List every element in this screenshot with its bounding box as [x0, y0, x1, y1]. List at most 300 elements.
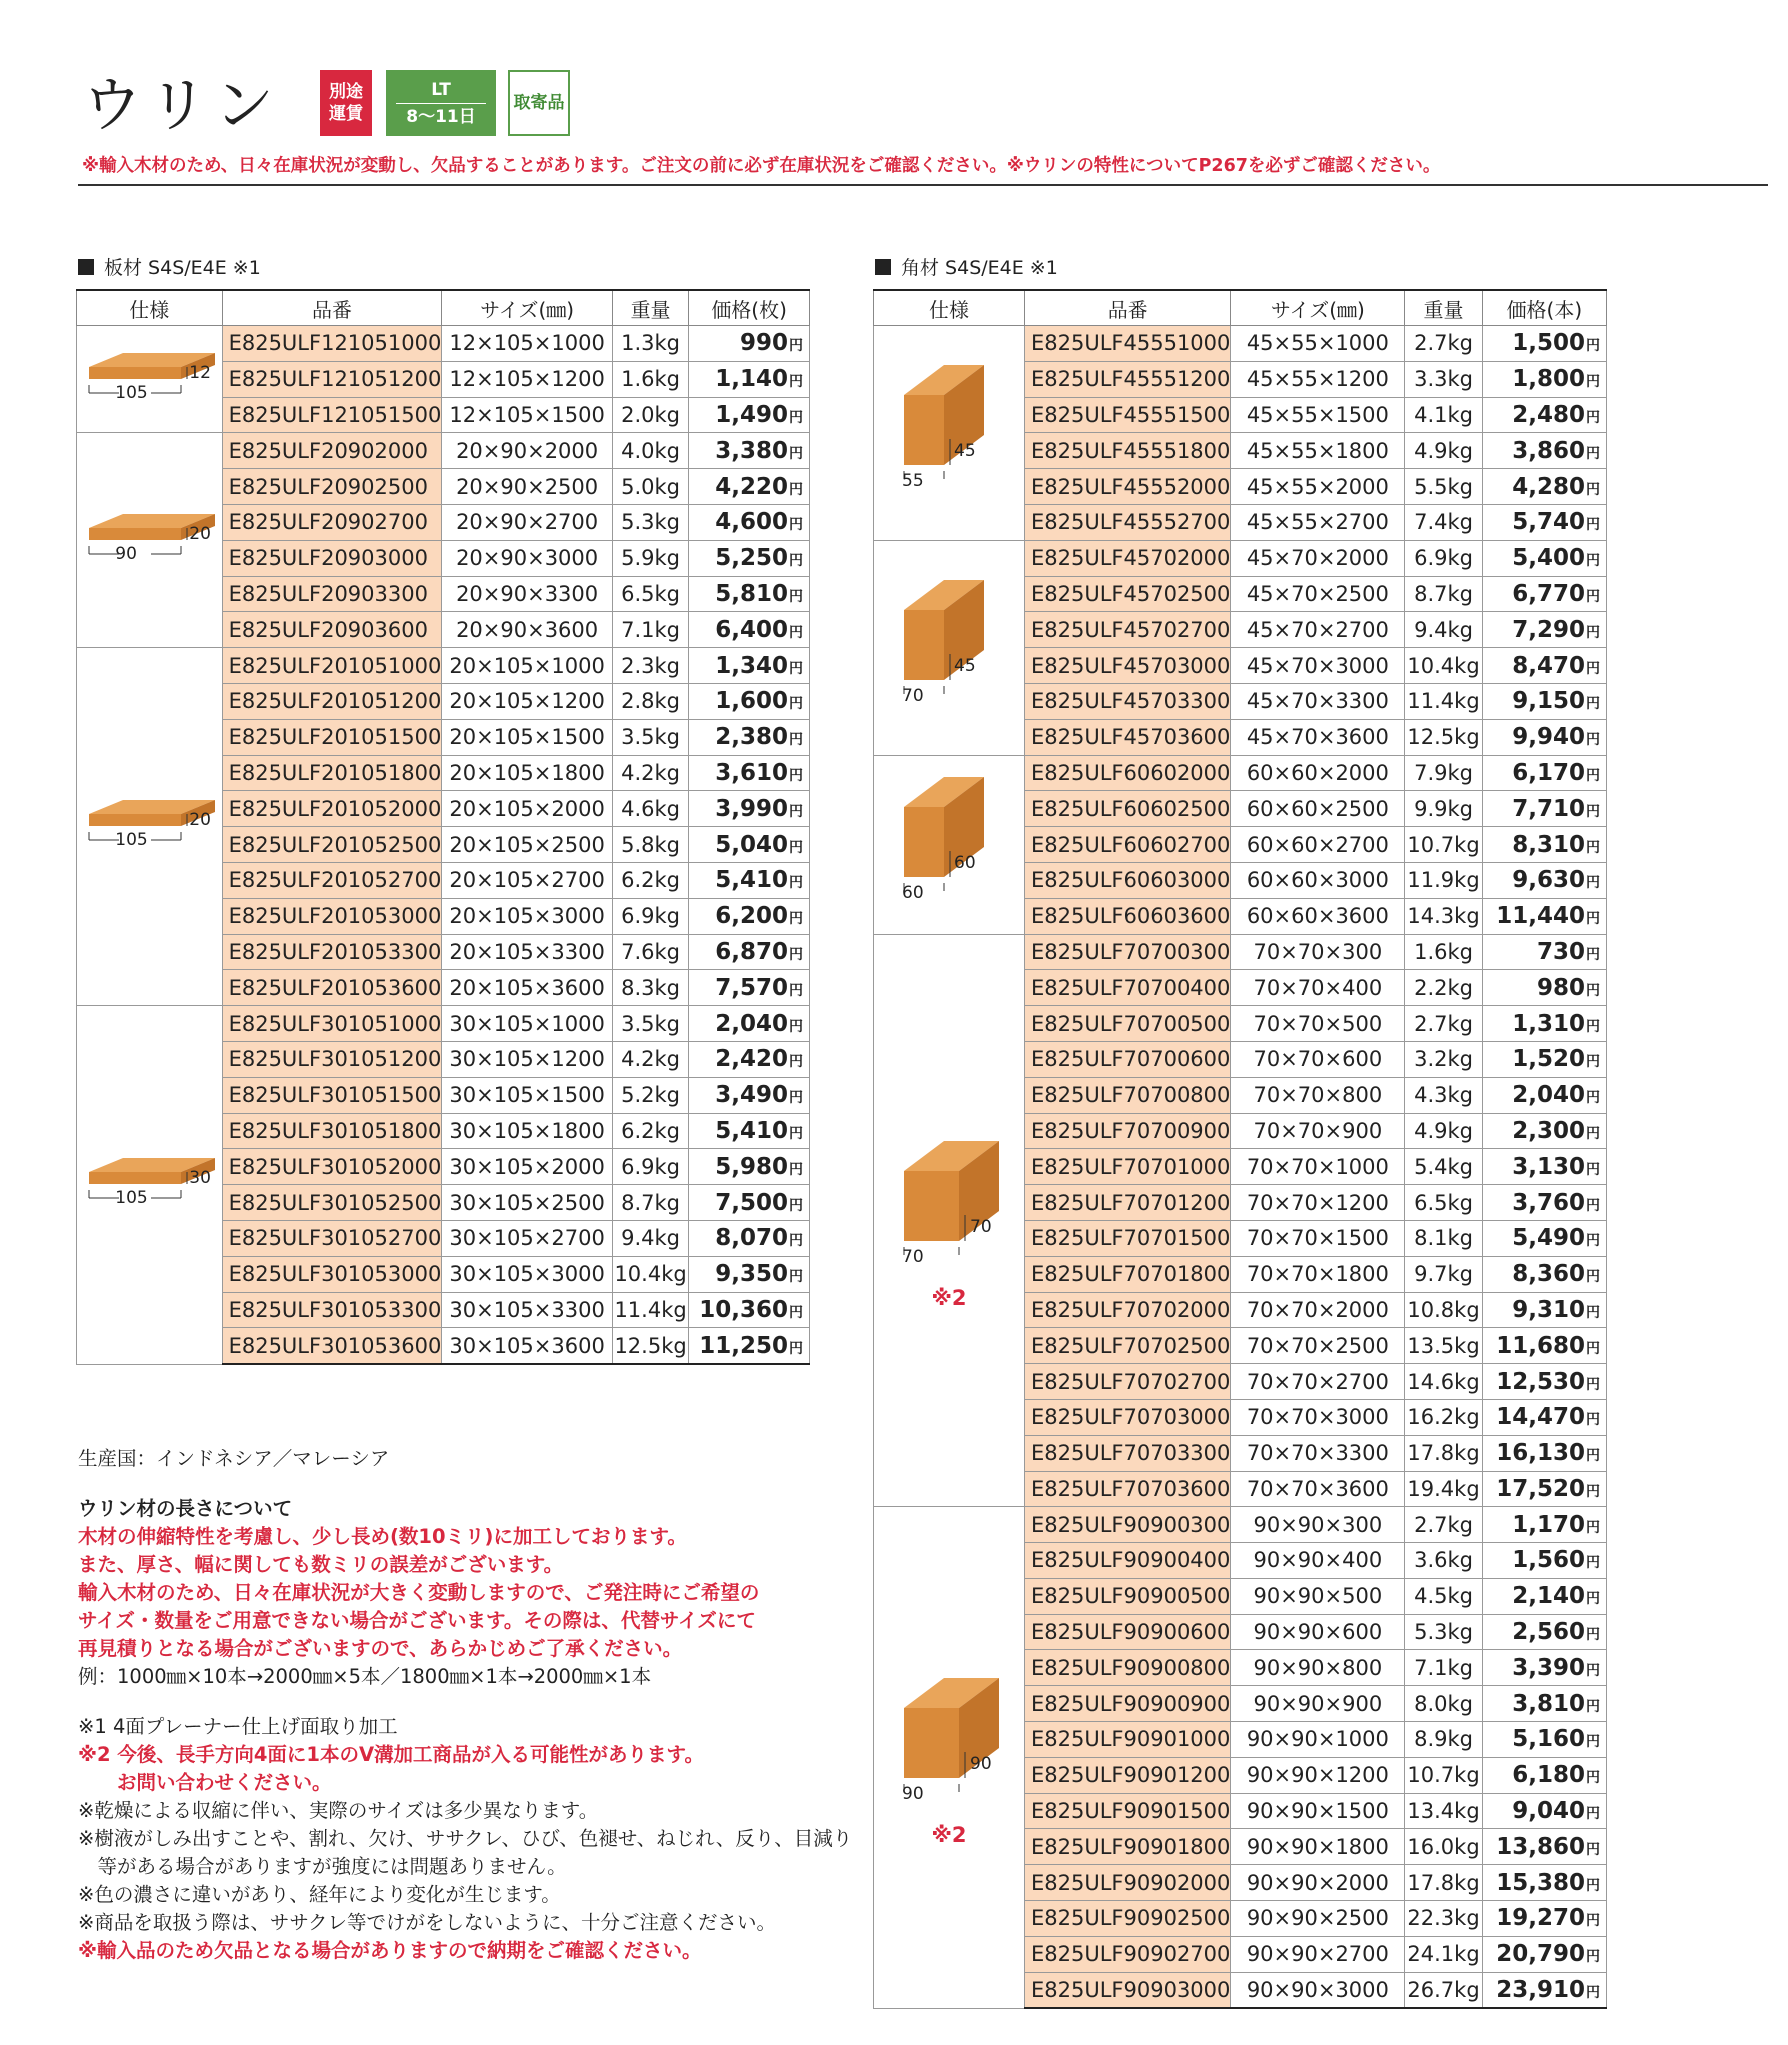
price-value: 8,360	[1512, 1261, 1585, 1288]
price-cell	[1482, 1220, 1606, 1256]
price-value: 1,520	[1512, 1046, 1585, 1073]
lead-time-value: 8〜11日	[406, 106, 476, 127]
price-value: 1,340	[715, 652, 788, 679]
table-row	[77, 433, 810, 469]
size-cell: 20×90×2000	[442, 433, 613, 469]
product-code: E825ULF45702000	[1025, 540, 1231, 576]
price-value: 11,440	[1496, 903, 1585, 930]
table-header-row	[874, 290, 1607, 326]
price-value: 11,250	[699, 1332, 788, 1359]
size-cell: 45×70×2700	[1231, 612, 1405, 648]
size-cell: 20×105×3600	[442, 970, 613, 1006]
weight-cell: 2.7kg	[1405, 1006, 1482, 1042]
product-code: E825ULF70700400	[1025, 970, 1231, 1006]
weight-cell: 6.5kg	[1405, 1185, 1482, 1221]
board-section-title-text: 板材 S4S/E4E ※1	[104, 257, 261, 279]
yen-label: 円	[1586, 982, 1600, 999]
price-value: 2,480	[1512, 401, 1585, 428]
weight-cell: 14.3kg	[1405, 898, 1482, 934]
product-code: E825ULF201051200	[222, 683, 442, 719]
product-code: E825ULF301053000	[222, 1256, 442, 1292]
price-value: 3,990	[715, 795, 788, 822]
weight-cell: 7.1kg	[1405, 1650, 1482, 1686]
size-cell: 20×105×1800	[442, 755, 613, 791]
yen-label: 円	[1586, 1841, 1600, 1858]
size-cell: 70×70×300	[1231, 934, 1405, 970]
weight-cell: 10.8kg	[1405, 1292, 1482, 1328]
yen-label: 円	[789, 445, 803, 462]
product-code: E825ULF45703600	[1025, 719, 1231, 755]
shipping-badge-line2: 運賃	[329, 104, 363, 124]
note-line: ※商品を取扱う際は、ササクレ等でけがをしないように、十分ご注意ください。	[78, 1911, 777, 1934]
weight-cell: 1.6kg	[612, 361, 688, 397]
price-cell	[1482, 755, 1606, 791]
note1-text: ※1 4面プレーナー仕上げ面取り加工	[78, 1715, 398, 1738]
yen-label: 円	[1586, 660, 1600, 677]
weight-cell: 10.7kg	[1405, 827, 1482, 863]
column-header: 仕様	[77, 290, 223, 326]
price-cell	[1482, 1972, 1606, 2008]
beam-section-title	[875, 253, 1058, 280]
weight-cell: 14.6kg	[1405, 1364, 1482, 1400]
product-code: E825ULF20902000	[222, 433, 442, 469]
product-code: E825ULF70700600	[1025, 1041, 1231, 1077]
spec-cell	[874, 326, 1025, 541]
product-code: E825ULF301052000	[222, 1149, 442, 1185]
price-value: 5,490	[1512, 1225, 1585, 1252]
price-cell	[689, 1077, 810, 1113]
price-cell	[689, 504, 810, 540]
price-cell	[1482, 433, 1606, 469]
spec-width-label: 90	[902, 1784, 924, 1805]
product-code: E825ULF90900600	[1025, 1614, 1231, 1650]
yen-label: 円	[1586, 1018, 1600, 1035]
price-cell	[1482, 397, 1606, 433]
product-code: E825ULF45702500	[1025, 576, 1231, 612]
price-value: 6,400	[715, 616, 788, 643]
size-cell: 90×90×3000	[1231, 1972, 1405, 2008]
weight-cell: 16.0kg	[1405, 1829, 1482, 1865]
yen-label: 円	[1586, 1483, 1600, 1500]
product-code: E825ULF201052500	[222, 827, 442, 863]
note-line: 等がある場合がありますが強度には問題ありません。	[78, 1855, 567, 1878]
spec-width-label: 105	[115, 382, 148, 403]
price-value: 5,250	[715, 545, 788, 572]
size-cell: 30×105×2000	[442, 1149, 613, 1185]
price-value: 12,530	[1496, 1368, 1585, 1395]
spec-cell	[874, 934, 1025, 1507]
weight-cell: 3.3kg	[1405, 361, 1482, 397]
yen-label: 円	[789, 1161, 803, 1178]
product-code: E825ULF90901000	[1025, 1722, 1231, 1758]
price-cell	[1482, 1650, 1606, 1686]
yen-label: 円	[789, 911, 803, 928]
price-value: 9,310	[1512, 1296, 1585, 1323]
size-cell: 20×90×3300	[442, 576, 613, 612]
price-cell	[1482, 898, 1606, 934]
price-cell	[1482, 1185, 1606, 1221]
table-header-row	[77, 290, 810, 326]
product-code: E825ULF90901500	[1025, 1793, 1231, 1829]
yen-label: 円	[1586, 839, 1600, 856]
price-cell	[1482, 361, 1606, 397]
size-cell: 90×90×1500	[1231, 1793, 1405, 1829]
yen-label: 円	[789, 409, 803, 426]
product-code: E825ULF90900400	[1025, 1543, 1231, 1579]
size-cell: 90×90×2700	[1231, 1936, 1405, 1972]
price-value: 5,410	[715, 867, 788, 894]
weight-cell: 6.2kg	[612, 1113, 688, 1149]
weight-cell: 6.2kg	[612, 862, 688, 898]
product-code: E825ULF201053300	[222, 934, 442, 970]
weight-cell: 7.1kg	[612, 612, 688, 648]
size-cell: 90×90×1800	[1231, 1829, 1405, 1865]
price-value: 980	[1536, 974, 1585, 1001]
product-code: E825ULF70702500	[1025, 1328, 1231, 1364]
last-red-note: ※輸入品のため欠品となる場合がありますので納期をご確認ください。	[78, 1939, 702, 1962]
yen-label: 円	[1586, 553, 1600, 570]
yen-label: 円	[1586, 1125, 1600, 1142]
price-value: 1,170	[1512, 1511, 1585, 1538]
price-value: 1,800	[1512, 366, 1585, 393]
product-code: E825ULF201052000	[222, 791, 442, 827]
order-badge-label: 取寄品	[513, 93, 565, 113]
price-value: 20,790	[1496, 1941, 1585, 1968]
price-value: 2,040	[1512, 1082, 1585, 1109]
product-code: E825ULF60602500	[1025, 791, 1231, 827]
weight-cell: 5.9kg	[612, 540, 688, 576]
size-cell: 90×90×600	[1231, 1614, 1405, 1650]
column-header: 価格(枚)	[689, 290, 810, 326]
table-row	[77, 648, 810, 684]
product-code: E825ULF45552700	[1025, 504, 1231, 540]
weight-cell: 3.5kg	[612, 1006, 688, 1042]
spec-width-label: 60	[902, 883, 924, 904]
price-cell	[1482, 827, 1606, 863]
yen-label: 円	[1586, 1913, 1600, 1930]
price-cell	[1482, 1722, 1606, 1758]
weight-cell: 4.2kg	[612, 1041, 688, 1077]
price-value: 7,570	[715, 974, 788, 1001]
price-value: 16,130	[1496, 1440, 1585, 1467]
size-cell: 30×105×3000	[442, 1256, 613, 1292]
page-title: ウリン	[82, 71, 280, 141]
size-cell: 45×55×1500	[1231, 397, 1405, 433]
yen-label: 円	[1586, 1985, 1600, 2002]
price-cell	[689, 898, 810, 934]
price-cell	[689, 827, 810, 863]
spec-height-label: 45	[954, 441, 976, 462]
yen-label: 円	[789, 1054, 803, 1071]
weight-cell: 9.7kg	[1405, 1256, 1482, 1292]
product-code: E825ULF301052500	[222, 1185, 442, 1221]
price-value: 1,310	[1512, 1010, 1585, 1037]
beam-illustration-icon	[874, 1668, 1024, 1818]
weight-cell: 11.4kg	[1405, 683, 1482, 719]
price-value: 2,420	[715, 1046, 788, 1073]
price-value: 9,150	[1512, 688, 1585, 715]
price-value: 2,300	[1512, 1117, 1585, 1144]
spec-width-label: 70	[902, 1246, 924, 1267]
weight-cell: 2.7kg	[1405, 326, 1482, 362]
weight-cell: 9.4kg	[612, 1220, 688, 1256]
order-badge	[508, 70, 570, 136]
price-value: 9,350	[715, 1261, 788, 1288]
weight-cell: 1.6kg	[1405, 934, 1482, 970]
weight-cell: 22.3kg	[1405, 1901, 1482, 1937]
product-code: E825ULF301051200	[222, 1041, 442, 1077]
price-cell	[1482, 612, 1606, 648]
yen-label: 円	[1586, 338, 1600, 355]
spec-height-label: 45	[954, 656, 976, 677]
product-code: E825ULF45551800	[1025, 433, 1231, 469]
size-cell: 90×90×2000	[1231, 1865, 1405, 1901]
beam-illustration-icon	[874, 355, 1024, 505]
price-value: 1,600	[715, 688, 788, 715]
product-code: E825ULF201053000	[222, 898, 442, 934]
price-value: 4,600	[715, 509, 788, 536]
size-cell: 12×105×1500	[442, 397, 613, 433]
product-code: E825ULF201052700	[222, 862, 442, 898]
spec-height-label: 70	[970, 1216, 992, 1237]
product-code: E825ULF70701500	[1025, 1220, 1231, 1256]
price-value: 5,410	[715, 1117, 788, 1144]
yen-label: 円	[1586, 1161, 1600, 1178]
yen-label: 円	[1586, 1806, 1600, 1823]
product-code: E825ULF70701000	[1025, 1149, 1231, 1185]
product-code: E825ULF70700800	[1025, 1077, 1231, 1113]
yen-label: 円	[789, 839, 803, 856]
size-cell: 90×90×900	[1231, 1686, 1405, 1722]
yen-label: 円	[789, 1090, 803, 1107]
weight-cell: 8.9kg	[1405, 1722, 1482, 1758]
weight-cell: 5.0kg	[612, 469, 688, 505]
size-cell: 20×105×2500	[442, 827, 613, 863]
table-row	[874, 540, 1607, 576]
weight-cell: 26.7kg	[1405, 1972, 1482, 2008]
yen-label: 円	[1586, 1662, 1600, 1679]
yen-label: 円	[789, 481, 803, 498]
weight-cell: 4.9kg	[1405, 433, 1482, 469]
size-cell: 45×70×3000	[1231, 648, 1405, 684]
yen-label: 円	[1586, 1412, 1600, 1429]
column-header: サイズ(㎜)	[1231, 290, 1405, 326]
product-code: E825ULF201051500	[222, 719, 442, 755]
size-cell: 20×105×2700	[442, 862, 613, 898]
price-cell	[1482, 469, 1606, 505]
product-code: E825ULF20903600	[222, 612, 442, 648]
size-cell: 90×90×1200	[1231, 1757, 1405, 1793]
table-row	[874, 1507, 1607, 1543]
weight-cell: 12.5kg	[612, 1328, 688, 1364]
price-cell	[689, 719, 810, 755]
price-cell	[1482, 1936, 1606, 1972]
size-cell: 70×70×500	[1231, 1006, 1405, 1042]
table-row	[77, 1006, 810, 1042]
yen-label: 円	[1586, 1698, 1600, 1715]
weight-cell: 3.2kg	[1405, 1041, 1482, 1077]
price-value: 6,200	[715, 903, 788, 930]
weight-cell: 5.8kg	[612, 827, 688, 863]
board-price-table	[76, 289, 810, 1365]
price-cell	[689, 648, 810, 684]
price-cell	[1482, 1041, 1606, 1077]
size-cell: 30×105×1500	[442, 1077, 613, 1113]
price-cell	[689, 612, 810, 648]
size-cell: 20×90×3600	[442, 612, 613, 648]
yen-label: 円	[789, 732, 803, 749]
size-cell: 60×60×2500	[1231, 791, 1405, 827]
price-value: 1,490	[715, 401, 788, 428]
price-cell	[1482, 1793, 1606, 1829]
price-cell	[689, 970, 810, 1006]
weight-cell: 4.1kg	[1405, 397, 1482, 433]
weight-cell: 12.5kg	[1405, 719, 1482, 755]
column-header: 仕様	[874, 290, 1025, 326]
product-code: E825ULF90900900	[1025, 1686, 1231, 1722]
yen-label: 円	[789, 946, 803, 963]
length-red-line: 木材の伸縮特性を考慮し、少し長め(数10ミリ)に加工しております。	[78, 1525, 687, 1548]
price-value: 3,390	[1512, 1654, 1585, 1681]
product-code: E825ULF60602000	[1025, 755, 1231, 791]
price-value: 4,280	[1512, 473, 1585, 500]
price-cell	[689, 1256, 810, 1292]
weight-cell: 4.5kg	[1405, 1578, 1482, 1614]
price-cell	[1482, 1077, 1606, 1113]
product-code: E825ULF70700300	[1025, 934, 1231, 970]
weight-cell: 13.4kg	[1405, 1793, 1482, 1829]
size-cell: 70×70×3300	[1231, 1435, 1405, 1471]
size-cell: 70×70×3600	[1231, 1471, 1405, 1507]
weight-cell: 13.5kg	[1405, 1328, 1482, 1364]
example-text: 例：1000㎜×10本→2000㎜×5本／1800㎜×1本→2000㎜×1本	[78, 1665, 652, 1688]
product-code: E825ULF45551500	[1025, 397, 1231, 433]
price-cell	[1482, 1399, 1606, 1435]
price-cell	[689, 397, 810, 433]
size-cell: 90×90×1000	[1231, 1722, 1405, 1758]
price-cell	[689, 1220, 810, 1256]
yen-label: 円	[1586, 696, 1600, 713]
yen-label: 円	[1586, 1340, 1600, 1357]
price-value: 8,310	[1512, 831, 1585, 858]
yen-label: 円	[1586, 1770, 1600, 1787]
price-cell	[689, 540, 810, 576]
weight-cell: 9.9kg	[1405, 791, 1482, 827]
yen-label: 円	[1586, 1054, 1600, 1071]
weight-cell: 4.9kg	[1405, 1113, 1482, 1149]
price-cell	[1482, 1686, 1606, 1722]
yen-label: 円	[1586, 911, 1600, 928]
product-code: E825ULF90902700	[1025, 1936, 1231, 1972]
weight-cell: 16.2kg	[1405, 1399, 1482, 1435]
size-cell: 60×60×2000	[1231, 755, 1405, 791]
product-code: E825ULF301053300	[222, 1292, 442, 1328]
price-value: 3,380	[715, 437, 788, 464]
price-cell	[1482, 1149, 1606, 1185]
price-value: 1,140	[715, 366, 788, 393]
yen-label: 円	[789, 660, 803, 677]
weight-cell: 6.5kg	[612, 576, 688, 612]
price-value: 7,500	[715, 1189, 788, 1216]
price-value: 2,380	[715, 724, 788, 751]
size-cell: 70×70×2500	[1231, 1328, 1405, 1364]
size-cell: 60×60×3600	[1231, 898, 1405, 934]
size-cell: 45×55×1000	[1231, 326, 1405, 362]
weight-cell: 5.2kg	[612, 1077, 688, 1113]
weight-cell: 17.8kg	[1405, 1865, 1482, 1901]
spec-cell	[874, 540, 1025, 755]
price-value: 6,770	[1512, 580, 1585, 607]
origin-text: 生産国：インドネシア／マレーシア	[78, 1447, 390, 1470]
price-cell	[1482, 1006, 1606, 1042]
yen-label: 円	[789, 1018, 803, 1035]
yen-label: 円	[789, 767, 803, 784]
size-cell: 12×105×1000	[442, 326, 613, 362]
yen-label: 円	[789, 696, 803, 713]
product-code: E825ULF301051500	[222, 1077, 442, 1113]
yen-label: 円	[1586, 624, 1600, 641]
product-code: E825ULF301053600	[222, 1328, 442, 1364]
price-cell	[1482, 1364, 1606, 1400]
yen-label: 円	[1586, 1877, 1600, 1894]
product-code: E825ULF60603000	[1025, 862, 1231, 898]
yen-label: 円	[789, 553, 803, 570]
size-cell: 70×70×1200	[1231, 1185, 1405, 1221]
spec-width-label: 105	[115, 1188, 148, 1209]
size-cell: 45×70×3600	[1231, 719, 1405, 755]
weight-cell: 8.7kg	[612, 1185, 688, 1221]
price-cell	[1482, 1113, 1606, 1149]
length-red-line: また、厚さ、幅に関しても数ミリの誤差がございます。	[78, 1553, 564, 1576]
price-cell	[1482, 576, 1606, 612]
table-row	[874, 934, 1607, 970]
table-row	[77, 326, 810, 362]
size-cell: 70×70×400	[1231, 970, 1405, 1006]
beam-section-title-text: 角材 S4S/E4E ※1	[901, 257, 1058, 279]
price-value: 5,810	[715, 580, 788, 607]
size-cell: 90×90×300	[1231, 1507, 1405, 1543]
price-cell	[1482, 934, 1606, 970]
price-value: 5,740	[1512, 509, 1585, 536]
price-value: 730	[1536, 938, 1585, 965]
price-value: 9,040	[1512, 1798, 1585, 1825]
product-code: E825ULF90900800	[1025, 1650, 1231, 1686]
yen-label: 円	[789, 982, 803, 999]
note2-line: お問い合わせください。	[78, 1771, 332, 1794]
price-cell	[1482, 970, 1606, 1006]
length-red-line: 再見積りとなる場合がございますので、あらかじめご了承ください。	[78, 1637, 683, 1660]
size-cell: 20×105×1200	[442, 683, 613, 719]
yen-label: 円	[1586, 481, 1600, 498]
price-value: 5,980	[715, 1153, 788, 1180]
weight-cell: 24.1kg	[1405, 1936, 1482, 1972]
product-code: E825ULF20903300	[222, 576, 442, 612]
spec-cell	[77, 648, 223, 1006]
spec-cell	[77, 326, 223, 433]
square-bullet-icon	[875, 259, 891, 275]
weight-cell: 8.0kg	[1405, 1686, 1482, 1722]
price-value: 3,490	[715, 1082, 788, 1109]
price-cell	[1482, 1256, 1606, 1292]
price-cell	[689, 1328, 810, 1364]
product-code: E825ULF121051200	[222, 361, 442, 397]
price-cell	[1482, 1757, 1606, 1793]
price-cell	[1482, 862, 1606, 898]
product-code: E825ULF70702000	[1025, 1292, 1231, 1328]
weight-cell: 6.9kg	[612, 898, 688, 934]
weight-cell: 7.4kg	[1405, 504, 1482, 540]
weight-cell: 5.4kg	[1405, 1149, 1482, 1185]
